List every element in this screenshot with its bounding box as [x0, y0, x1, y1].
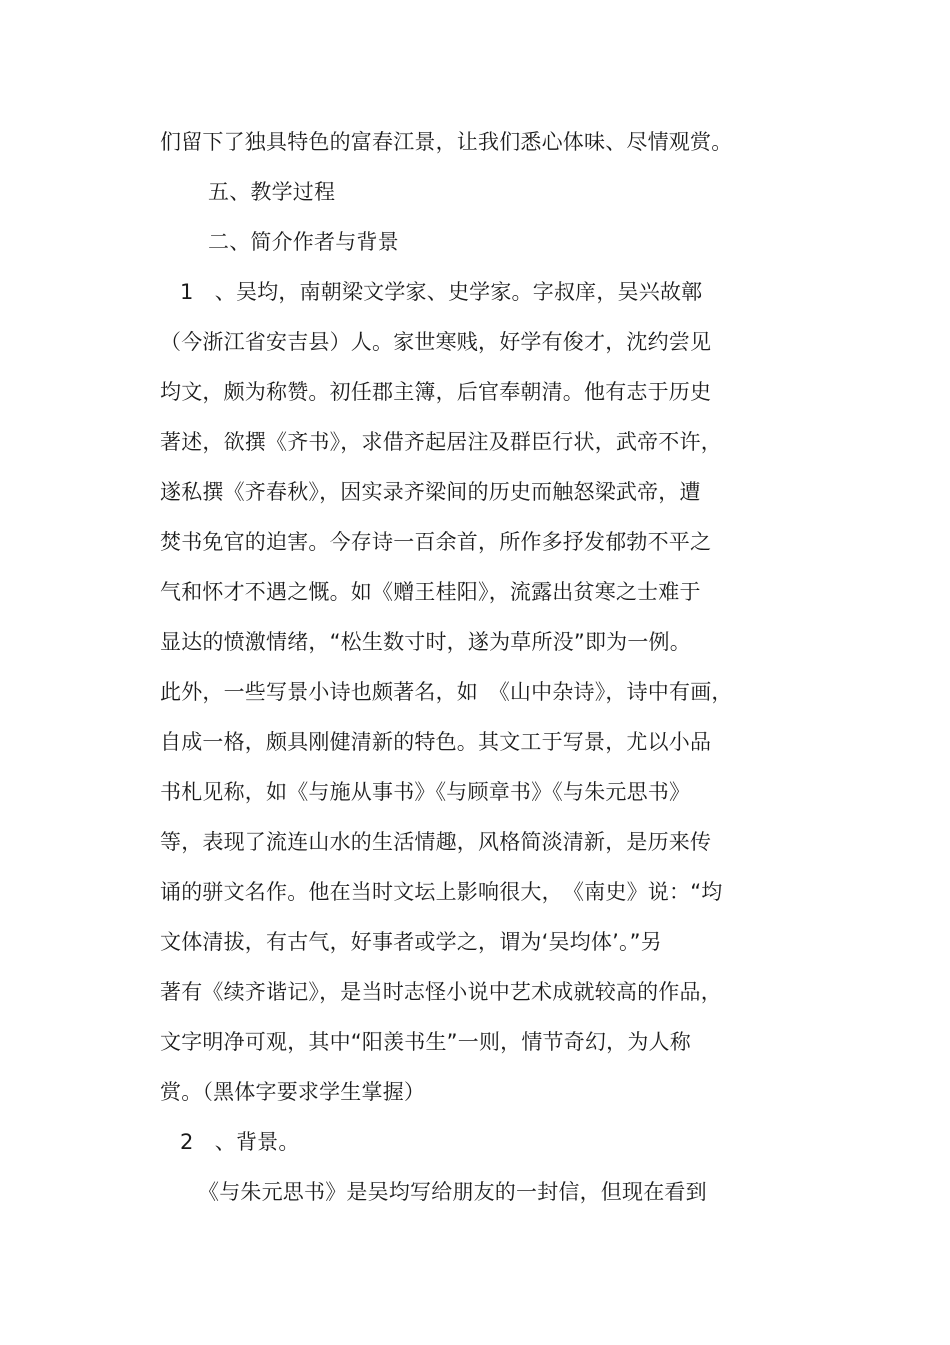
text-line-9: 焚书免官的迫害。今存诗一百余首，所作多抒发郁勃不平之 — [160, 530, 712, 554]
text-line-18: 著有《续齐谐记》，是当时志怪小说中艺术成就较高的作品， — [160, 980, 722, 1004]
text-line-12: 此外，一些写景小诗也颇著名，如 《山中杂诗》，诗中有画， — [160, 680, 733, 704]
text-line-21: 2 、背景。 — [180, 1130, 300, 1154]
text-line-6: 均文，颇为称赞。初任郡主簿，后官奉朝清。他有志于历史 — [160, 380, 712, 404]
text-line-4: 1 、吴均，南朝梁文学家、史学家。字叔庠，吴兴故鄣 — [180, 280, 703, 304]
section-heading-teaching-process: 五、教学过程 — [208, 180, 336, 204]
text-line-5: （今浙江省安吉县）人。家世寒贱，好学有俊才，沈约尝见 — [160, 330, 712, 354]
text-line-11: 显达的愤激情绪，“松生数寸时，遂为草所没”即为一例。 — [160, 630, 691, 654]
text-line-19: 文字明净可观，其中“阳羡书生”一则，情节奇幻，为人称 — [160, 1030, 691, 1054]
text-line-1: 们留下了独具特色的富春江景，让我们悉心体味、尽情观赏。 — [160, 130, 733, 154]
text-line-17: 文体清拔，有古气，好事者或学之，谓为‘吴均体’。”另 — [160, 930, 662, 954]
text-line-8: 遂私撰《齐春秋》，因实录齐梁间的历史而触怒梁武帝，遭 — [160, 480, 701, 504]
text-line-14: 书札见称，如《与施从事书》《与顾章书》《与朱元思书》 — [160, 780, 691, 804]
section-heading-author-background: 二、简介作者与背景 — [208, 230, 399, 254]
text-line-15: 等，表现了流连山水的生活情趣，风格简淡清新，是历来传 — [160, 830, 712, 854]
text-line-13: 自成一格，颇具刚健清新的特色。其文工于写景，尤以小品 — [160, 730, 712, 754]
text-line-7: 著述，欲撰《齐书》，求借齐起居注及群臣行状，武帝不许， — [160, 430, 722, 454]
text-line-22: 《与朱元思书》是吴均写给朋友的一封信，但现在看到 — [198, 1180, 707, 1204]
text-line-10: 气和怀才不遇之慨。如《赠王桂阳》，流露出贫寒之士难于 — [160, 580, 701, 604]
text-line-20: 赏。（黑体字要求学生掌握） — [160, 1080, 426, 1104]
text-line-16: 诵的骈文名作。他在当时文坛上影响很大， 《南史》说：“均 — [160, 880, 723, 904]
